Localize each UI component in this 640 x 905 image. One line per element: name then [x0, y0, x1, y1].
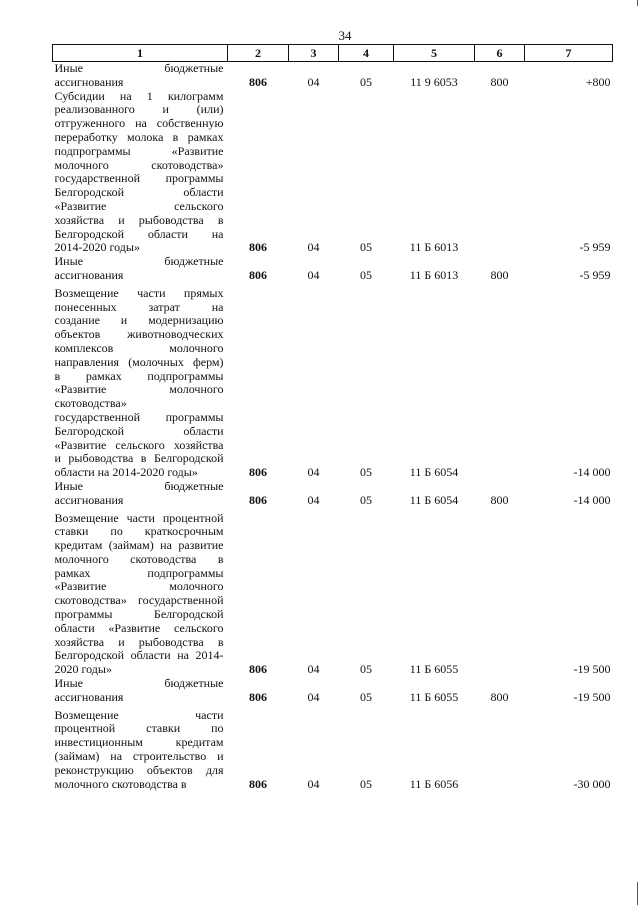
- amount: -5 959: [579, 240, 611, 255]
- expense-type-code: 800: [490, 74, 509, 89]
- section-code: 04: [307, 267, 320, 282]
- description-line: молочного скотоводства»: [54, 157, 224, 172]
- description-line: объектов животноводческих: [54, 327, 224, 342]
- description-line: Возмещение части: [54, 707, 224, 722]
- table-row: [53, 62, 613, 90]
- description-line: Иные бюджетные: [54, 61, 224, 75]
- row-description: [53, 709, 228, 792]
- column-header: 1: [53, 45, 228, 62]
- description-line: Белгородской области: [54, 423, 224, 438]
- description-line: комплексов молочного: [54, 340, 224, 355]
- table-row: [53, 287, 613, 480]
- description-line: молочного скотоводства в: [54, 776, 187, 791]
- amount: -30 000: [573, 776, 611, 791]
- table-body: [53, 62, 613, 792]
- amount: -14 000: [573, 465, 611, 480]
- description-line: «Развитие сельского хозяйства: [54, 437, 224, 452]
- subsection-code: 05: [360, 267, 372, 282]
- glav-code: 806: [249, 776, 267, 791]
- target-article-code: 11 Б 6013: [409, 267, 459, 282]
- description-line: ассигнования: [54, 689, 124, 704]
- description-line: Иные бюджетные: [54, 254, 224, 269]
- description-line: ассигнования: [54, 267, 124, 282]
- description-line: государственной программы: [54, 171, 224, 186]
- description-line: программы Белгородской: [54, 607, 224, 622]
- description-line: рамках подпрограммы: [54, 565, 224, 580]
- description-line: Белгородской области на 2014-: [54, 648, 224, 663]
- amount: -19 500: [573, 662, 611, 677]
- column-header: 2: [228, 45, 289, 62]
- subsection-code: 05: [360, 776, 372, 791]
- description-line: создание и модернизацию: [54, 313, 224, 328]
- target-article-code: 11 9 6053: [410, 74, 458, 89]
- section-code: 04: [307, 689, 320, 704]
- section-code: 04: [307, 240, 320, 255]
- table-row: [53, 512, 613, 678]
- glav-code: 806: [249, 689, 267, 704]
- target-article-code: 11 Б 6054: [409, 492, 459, 507]
- column-header: 3: [289, 45, 339, 62]
- row-description: [53, 62, 228, 90]
- description-line: Иные бюджетные: [54, 676, 224, 691]
- table-row: [53, 709, 613, 792]
- target-article-code: 11 Б 6056: [409, 776, 459, 791]
- column-header: 7: [525, 45, 613, 62]
- table-row: [53, 480, 613, 508]
- description-line: направления (молочных ферм): [54, 354, 224, 369]
- description-line: Возмещение части процентной: [54, 510, 224, 525]
- subsection-code: 05: [360, 465, 372, 480]
- description-line: отгруженного на собственную: [54, 116, 224, 131]
- glav-code: 806: [249, 74, 267, 89]
- description-line: области на 2014-2020 годы»: [54, 465, 198, 480]
- description-line: государственной программы: [54, 409, 224, 424]
- description-line: в рамках подпрограммы: [54, 368, 224, 383]
- column-header: 5: [394, 45, 475, 62]
- glav-code: 806: [249, 465, 267, 480]
- description-line: подпрограммы «Развитие: [54, 143, 224, 158]
- row-description: [53, 255, 228, 283]
- description-line: (займам) на строительство и: [54, 749, 224, 764]
- description-line: ставки по краткосрочным: [54, 524, 224, 539]
- description-line: Белгородской области: [54, 185, 224, 200]
- subsection-code: 05: [360, 240, 372, 255]
- description-line: области «Развитие сельского: [54, 620, 224, 635]
- row-description: [53, 512, 228, 678]
- description-line: процентной ставки по: [54, 721, 224, 736]
- expense-type-code: [475, 287, 525, 480]
- amount: -14 000: [573, 492, 611, 507]
- table-header: [53, 45, 613, 62]
- description-line: Субсидии на 1 килограмм: [54, 88, 224, 103]
- description-line: Возмещение части прямых: [54, 285, 224, 300]
- amount: -5 959: [579, 267, 611, 282]
- description-line: молочного скотоводства в: [54, 551, 224, 566]
- row-description: [53, 677, 228, 705]
- table-row: [53, 90, 613, 256]
- description-line: «Развитие молочного: [54, 382, 224, 397]
- subsection-code: 05: [360, 74, 372, 89]
- row-description: [53, 287, 228, 480]
- scan-edge-mark: [637, 882, 638, 905]
- row-description: [53, 480, 228, 508]
- description-line: 2014-2020 годы»: [54, 240, 140, 255]
- expense-type-code: 800: [490, 267, 509, 282]
- section-code: 04: [307, 74, 320, 89]
- description-line: «Развитие молочного: [54, 579, 224, 594]
- description-line: понесенных затрат на: [54, 299, 224, 314]
- expense-type-code: 800: [490, 492, 509, 507]
- description-line: «Развитие сельского: [54, 198, 224, 213]
- glav-code: 806: [249, 492, 267, 507]
- expense-type-code: [475, 90, 525, 256]
- target-article-code: 11 Б 6055: [409, 662, 459, 677]
- row-description: [53, 90, 228, 256]
- expense-type-code: [475, 709, 525, 792]
- amount: -19 500: [573, 689, 611, 704]
- section-code: 04: [307, 465, 320, 480]
- column-header: 6: [475, 45, 525, 62]
- description-line: переработку молока в рамках: [54, 129, 224, 144]
- section-code: 04: [307, 662, 320, 677]
- subsection-code: 05: [360, 662, 372, 677]
- scan-edge-mark: [637, 0, 638, 6]
- column-header: 4: [339, 45, 394, 62]
- target-article-code: 11 Б 6013: [409, 240, 459, 255]
- expense-type-code: 800: [490, 689, 509, 704]
- description-line: 2020 годы»: [54, 662, 112, 677]
- amount: +800: [585, 74, 611, 89]
- expense-type-code: [475, 512, 525, 678]
- description-line: ассигнования: [54, 74, 124, 89]
- table-row: [53, 677, 613, 705]
- description-line: и рыбоводства в Белгородской: [54, 451, 224, 466]
- table-row: [53, 255, 613, 283]
- section-code: 04: [307, 776, 320, 791]
- glav-code: 806: [249, 662, 267, 677]
- page-number: 34: [338, 28, 352, 43]
- glav-code: 806: [249, 267, 267, 282]
- description-line: Белгородской области на: [54, 226, 224, 241]
- target-article-code: 11 Б 6055: [409, 689, 459, 704]
- description-line: инвестиционным кредитам: [54, 735, 224, 750]
- description-line: скотоводства» государственной: [54, 593, 224, 608]
- description-line: кредитам (займам) на развитие: [54, 538, 224, 553]
- budget-table: [52, 44, 613, 791]
- subsection-code: 05: [360, 689, 372, 704]
- description-line: хозяйства и рыбоводства в: [54, 212, 224, 227]
- description-line: скотоводства»: [54, 396, 127, 411]
- description-line: ассигнования: [54, 492, 124, 507]
- description-line: Иные бюджетные: [54, 478, 224, 493]
- glav-code: 806: [249, 240, 267, 255]
- section-code: 04: [307, 492, 320, 507]
- description-line: реализованного и (или): [54, 102, 224, 117]
- description-line: хозяйства и рыбоводства в: [54, 634, 224, 649]
- description-line: реконструкцию объектов для: [54, 762, 224, 777]
- subsection-code: 05: [360, 492, 372, 507]
- target-article-code: 11 Б 6054: [409, 465, 459, 480]
